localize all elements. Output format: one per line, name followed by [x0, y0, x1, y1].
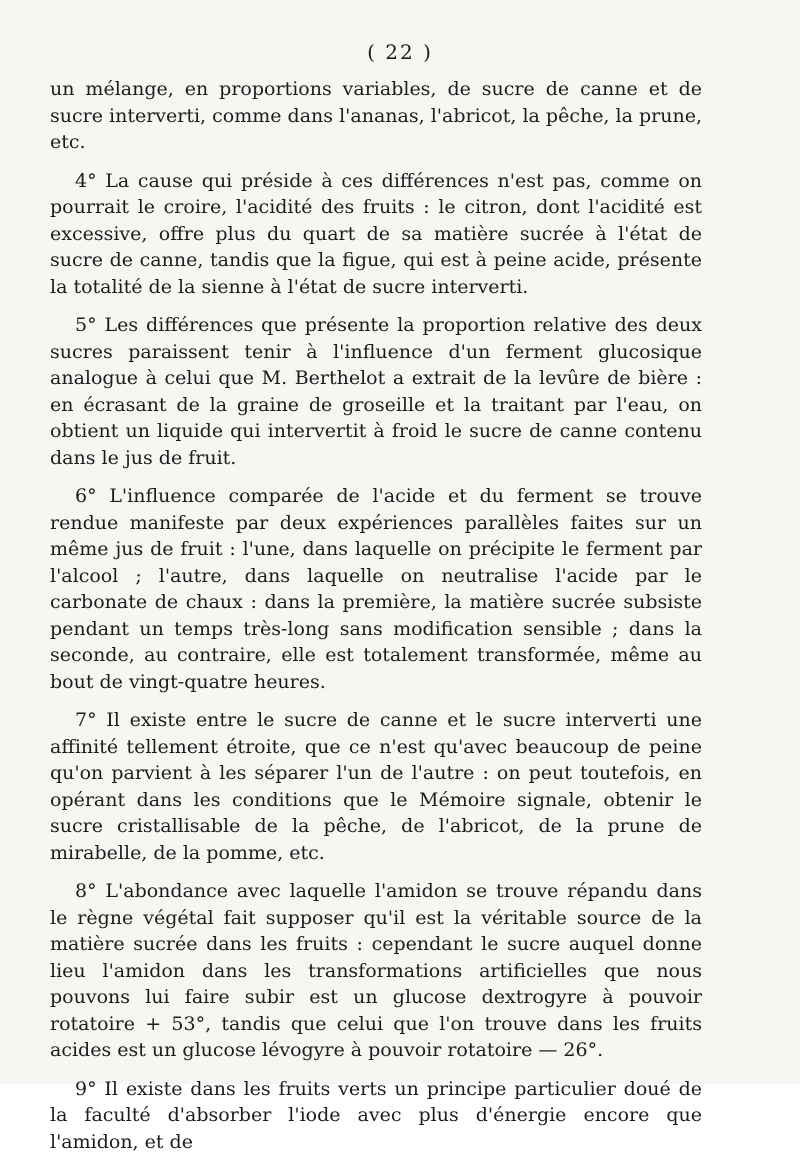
body-text [50, 76, 702, 1155]
paragraph-5: 5° Les différences que présente la proportion relative des deux sucres paraissent tenir à l'influence d'un ferment glucosique analogue à celui que M. Berthelot a extrait de la levûre de bière : en écrasant de la graine de groseille et la traitant par l'eau, on obtient un liquide qui intervertit à froid le sucre de canne contenu dans le jus de fruit. [50, 312, 702, 471]
paragraph-8: 8° L'abondance avec laquelle l'amidon se trouve répandu dans le règne végétal fait supposer qu'il est la véritable source de la matière sucrée dans les fruits : cependant le sucre auquel donne lieu l'amidon dans les transformations artificielles que nous pouvons lui faire subir est un glucose dextrogyre à pouvoir rotatoire + 53°, tandis que celui que l'on trouve dans les fruits acides est un glucose lévogyre à pouvoir rotatoire — 26°. [50, 878, 702, 1064]
page-number: ( 22 ) [0, 40, 800, 64]
paragraph-4: 4° La cause qui préside à ces différences n'est pas, comme on pourrait le croire, l'acidité des fruits : le citron, dont l'acidité est excessive, offre plus du quart de sa matière sucrée à l'état de sucre de canne, tandis que la figue, qui est à peine acide, présente la totalité de la sienne à l'état de sucre interverti. [50, 168, 702, 301]
paragraph-6: 6° L'influence comparée de l'acide et du ferment se trouve rendue manifeste par deux expériences parallèles faites sur un même jus de fruit : l'une, dans laquelle on précipite le ferment par l'alcool ; l'autre, dans laquelle on neutralise l'acide par le carbonate de chaux : dans la première, la matière sucrée subsiste pendant un temps très-long sans modification sensible ; dans la seconde, au contraire, elle est totalement transformée, même au bout de vingt-quatre heures. [50, 483, 702, 695]
paragraph-continuation: un mélange, en proportions variables, de sucre de canne et de sucre interverti, comme dans l'ananas, l'abricot, la pêche, la prune, etc. [50, 76, 702, 156]
paragraph-9: 9° Il existe dans les fruits verts un principe particulier doué de la faculté d'absorber l'iode avec plus d'énergie encore que l'amidon, et de [50, 1076, 702, 1155]
paragraph-7: 7° Il existe entre le sucre de canne et le sucre interverti une affinité tellement étroite, que ce n'est qu'avec beaucoup de peine qu'on parvient à les séparer l'un de l'autre : on peut toutefois, en opérant dans les conditions que le Mémoire signale, obtenir le sucre cristallisable de la pêche, de l'abricot, de la prune de mirabelle, de la pomme, etc. [50, 707, 702, 866]
